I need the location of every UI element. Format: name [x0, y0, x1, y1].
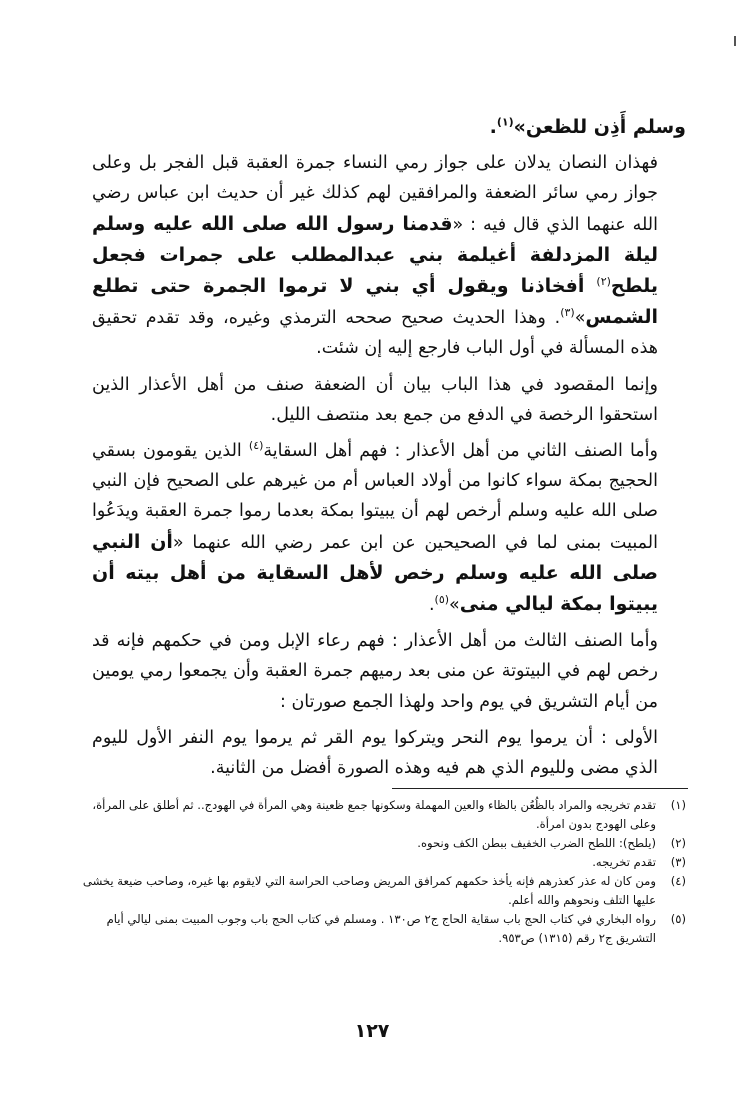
footnote-item — [80, 910, 686, 948]
paragraph-3: وإنما المقصود في هذا الباب بيان أن الضعفة صنف من أهل الأعذار الذين استحقوا الرخصة في الدفع من جمع بعد منتصف الليل. — [92, 374, 658, 425]
paragraph-5: وأما الصنف الثالث من أهل الأعذار : فهم رعاء الإبل ومن في حكمهم فإنه قد رخص لهم في البيتوتة عن منى بعد رميهم جمرة العقبة وأن يجمعوا رمي يومين من أيام التشريق في يوم واحد ولهذا الجمع صورتان : — [92, 631, 658, 712]
p1-end: . — [489, 116, 497, 138]
paragraph-6: الأولى : أن يرموا يوم النحر ويتركوا يوم القر ثم يرموا يوم النفر الأول لليوم الذي مضى ولليوم الذي هم فيه وهذه الصورة أفضل من الثانية. — [92, 727, 658, 779]
footnote-text: تقدم تخريجه والمراد بالظُعُن بالظاء والعين المهملة وسكونها جمع ظعينة وهي المرأة في الهودج.. ثم أطلق على المرأة، وعلى الهودج بدون امرأة. — [92, 798, 656, 831]
paragraph-4 — [92, 436, 686, 620]
footnote-ref-5[interactable]: (٥) — [434, 593, 450, 607]
footnote-number: (١) — [670, 798, 686, 812]
hadith-quote-1-cont: أفخاذنا ويقول أي بني لا ترموا الجمرة حتى تطلع الشمس — [92, 275, 658, 329]
footnote-number: (٤) — [670, 874, 686, 888]
footnote-item — [80, 834, 686, 853]
footnote-number: (٥) — [670, 912, 686, 926]
p1-text: وسلم أَذِن للظعن» — [513, 116, 686, 138]
footnote-separator — [392, 788, 688, 789]
page-body — [92, 112, 686, 789]
p4-intro: وأما الصنف الثاني من أهل الأعذار : فهم أهل السقاية — [263, 441, 658, 462]
page-number: ١٢٧ — [354, 1020, 390, 1042]
footnote-item — [80, 853, 686, 872]
footnotes-list — [80, 796, 686, 948]
p2-tail: . وهذا الحديث صحيح صححه الترمذي وغيره، وقد تقدم تحقيق هذه المسألة في أول الباب فارجع إليه إن شئت. — [92, 308, 658, 359]
footnote-item — [80, 796, 686, 834]
paragraph-1 — [92, 112, 686, 142]
quote-close-1: » — [574, 308, 586, 329]
footnote-ref-2[interactable]: (٢) — [596, 275, 611, 289]
footnote-ref-1[interactable]: (١) — [496, 115, 514, 129]
p4-body: الذين يقومون بسقي الحجيج بمكة سواء كانوا من أولاد العباس أم من غيرهم على الصحيح فإن النبي صلى الله عليه وسلم أرخص لهم أن يبيتوا بمكة بعدما رموا جمرة العقبة ويدَعُوا المبيت بمنى لما في الصحيحين عن ابن عمر رضي الله عنهما « — [92, 441, 658, 553]
scan-mark — [734, 36, 736, 46]
p2-intro: فهذان النصان يدلان على جواز رمي النساء جمرة العقبة قبل الفجر بل وعلى جواز رمي سائر الضعفة والمرافقين لهم كذلك غير أن حديث ابن عباس رضي الله عنهما الذي قال فيه : « — [92, 153, 658, 235]
footnote-text: ومن كان له عذر كعذرهم فإنه يأخذ حكمهم كمرافق المريض وصاحب الحراسة التي لايقوم بها غيره، وصاحب ضيعة يخشى عليها التلف ونحوهم والله أعلم. — [82, 874, 656, 907]
hadith-quote-2: أن النبي صلى الله عليه وسلم رخص لأهل السقاية من أهل بيته أن يبيتوا بمكة ليالي منى — [92, 530, 658, 616]
footnote-item — [80, 872, 686, 910]
footnote-number: (٣) — [670, 855, 686, 869]
paragraph-2 — [92, 148, 686, 363]
p4-end: . — [428, 595, 435, 616]
footnote-ref-3[interactable]: (٣) — [560, 306, 575, 320]
quote-close-2: » — [449, 595, 460, 616]
footnote-ref-4[interactable]: (٤) — [248, 439, 264, 453]
footnote-number: (٢) — [670, 836, 686, 850]
footnote-text: تقدم تخريجه. — [592, 855, 656, 869]
footnote-text: رواه البخاري في كتاب الحج باب سقاية الحاج ج٢ ص١٣٠ . ومسلم في كتاب الحج باب وجوب المبيت بمنى ليالي أيام التشريق ج٢ رقم (١٣١٥) ص٩٥٣. — [106, 912, 656, 945]
hadith-quote-1: قدمنا رسول الله صلى الله عليه وسلم ليلة المزدلفة أغيلمة بني عبدالمطلب على جمرات فجعل يلطح — [92, 212, 658, 298]
footnote-text: (يلطح): اللطح الضرب الخفيف ببطن الكف ونحوه. — [417, 836, 656, 850]
